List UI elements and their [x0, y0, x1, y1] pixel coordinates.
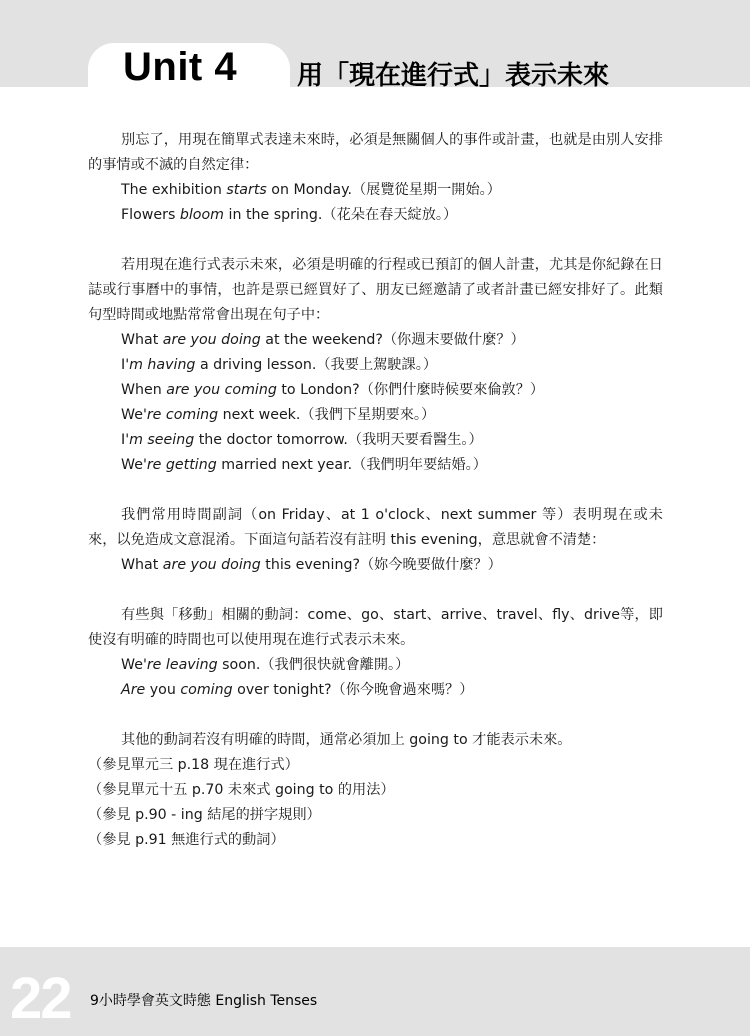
example-sentence — [88, 678, 663, 703]
cross-reference: （參見單元三 p.18 現在進行式） — [88, 757, 299, 773]
example-text: a driving lesson.（我要上駕駛課。） — [195, 357, 438, 373]
example-verb: are you coming — [166, 382, 277, 398]
example-text: I — [121, 357, 126, 373]
lesson-content — [88, 128, 663, 853]
example-verb: 're getting — [142, 457, 217, 473]
example-sentence — [88, 553, 663, 578]
unit-title: 用「現在進行式」表示未來 — [297, 61, 610, 91]
example-text: The exhibition — [121, 182, 227, 198]
example-verb: 'm having — [125, 357, 196, 373]
explanation-paragraph: 我們常用時間副詞（on Friday、at 1 o'clock、next summer 等）表明現在或未來，以免造成文意混淆。下面這句話若沒有註明 this evening，意思就會不清楚： — [88, 507, 663, 548]
example-text: to London?（你們什麼時候要來倫敦？） — [276, 382, 545, 398]
example-verb: 'm seeing — [125, 432, 195, 448]
paragraph-gap — [88, 703, 663, 728]
example-verb: starts — [226, 182, 267, 198]
example-sentence — [88, 403, 663, 428]
paragraph-gap — [88, 478, 663, 503]
example-text: you — [145, 682, 181, 698]
paragraph-gap — [88, 228, 663, 253]
cross-reference: （參見 p.90 - ing 結尾的拼字規則） — [88, 807, 321, 823]
explanation-paragraph: 別忘了，用現在簡單式表達未來時，必須是無關個人的事件或計畫，也就是由別人安排的事情或不滅的自然定律： — [88, 132, 663, 173]
example-text: We — [121, 457, 143, 473]
explanation-paragraph: 若用現在進行式表示未來，必須是明確的行程或已預訂的個人計畫，尤其是你紀錄在日誌或行事曆中的事情，也許是票已經買好了、朋友已經邀請了或者計畫已經安排好了。此類句型時間或地點常常會出現在句子中： — [88, 257, 663, 323]
example-text: next week.（我們下星期要來。） — [218, 407, 436, 423]
example-text: this evening?（妳今晚要做什麼？） — [260, 557, 502, 573]
example-sentence — [88, 428, 663, 453]
example-text: What — [121, 332, 163, 348]
example-sentence — [88, 328, 663, 353]
example-text: over tonight?（你今晚會過來嗎？） — [232, 682, 474, 698]
paragraph-gap — [88, 578, 663, 603]
cross-reference: （參見 p.91 無進行式的動詞） — [88, 832, 285, 848]
example-sentence — [88, 453, 663, 478]
explanation-paragraph: 有些與「移動」相關的動詞：come、go、start、arrive、travel、fly、drive等，即使沒有明確的時間也可以使用現在進行式表示未來。 — [88, 607, 663, 648]
example-verb: Are — [121, 682, 146, 698]
example-text: at the weekend?（你週末要做什麼？） — [260, 332, 525, 348]
book-title: 9小時學會英文時態 English Tenses — [90, 993, 318, 1009]
example-sentence — [88, 178, 663, 203]
example-verb: bloom — [179, 207, 224, 223]
example-text: on Monday.（展覽從星期一開始。） — [266, 182, 501, 198]
example-sentence — [88, 353, 663, 378]
example-sentence — [88, 203, 663, 228]
example-text: We — [121, 657, 143, 673]
example-sentence — [88, 653, 663, 678]
cross-reference: （參見單元十五 p.70 未來式 going to 的用法） — [88, 782, 395, 798]
example-verb: 're coming — [142, 407, 219, 423]
example-verb: are you doing — [162, 332, 261, 348]
unit-label: Unit 4 — [123, 45, 238, 89]
example-text: married next year.（我們明年要結婚。） — [216, 457, 487, 473]
example-text: We — [121, 407, 143, 423]
example-verb: coming — [180, 682, 233, 698]
example-verb: 're leaving — [142, 657, 218, 673]
example-text: When — [121, 382, 167, 398]
example-text: in the spring.（花朵在春天綻放。） — [224, 207, 458, 223]
example-verb: are you doing — [162, 557, 261, 573]
example-sentence — [88, 378, 663, 403]
example-text: soon.（我們很快就會離開。） — [217, 657, 410, 673]
example-text: I — [121, 432, 126, 448]
page-number: 22 — [10, 966, 71, 1031]
example-text: the doctor tomorrow.（我明天要看醫生。） — [194, 432, 483, 448]
example-text: Flowers — [121, 207, 180, 223]
explanation-paragraph: 其他的動詞若沒有明確的時間，通常必須加上 going to 才能表示未來。 — [121, 732, 572, 748]
example-text: What — [121, 557, 163, 573]
